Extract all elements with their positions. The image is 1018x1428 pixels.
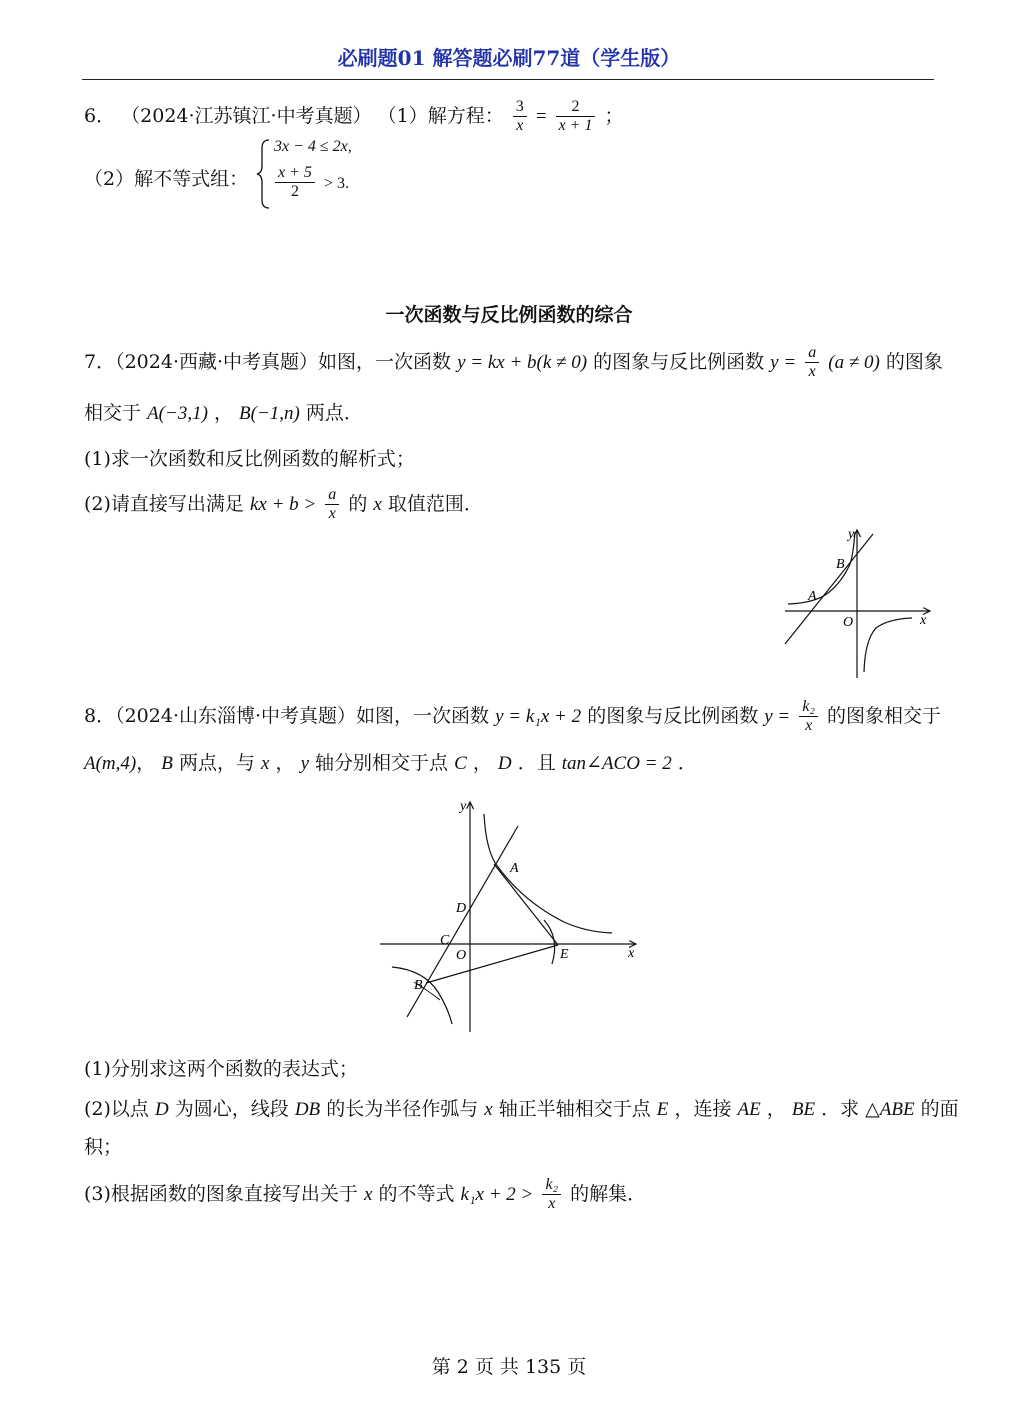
- q8-line2-e: ，: [472, 752, 492, 774]
- q8-part2-etext: ，连接: [674, 1098, 732, 1120]
- q6-eq-rhs-fraction: [556, 98, 596, 136]
- q8-fig-y: y: [460, 799, 467, 814]
- q8-part2-h: 的面: [920, 1098, 959, 1120]
- q8-part2-x: x: [484, 1099, 493, 1120]
- q8-point-a: A(m,4): [84, 753, 137, 774]
- q8-point-c: C: [454, 753, 467, 774]
- q8-part2-tri: △ABE: [865, 1099, 915, 1120]
- q8-fig-a: A: [510, 861, 519, 876]
- q8-part3-c: 的解集．: [570, 1182, 647, 1205]
- q8-part2-g: ．求: [821, 1098, 860, 1120]
- q6-ineq2-tail: > 3.: [323, 174, 349, 192]
- q8-linear-fn: y = k₁x + 2: [495, 705, 582, 727]
- q7-part2-b: 的: [348, 492, 368, 515]
- q8-part3-a: (3)根据函数的图象直接写出关于: [84, 1182, 358, 1205]
- q7-part2-x: x: [373, 493, 382, 515]
- q8-fig-e: E: [560, 947, 569, 962]
- q8-part2-e: E: [656, 1099, 669, 1120]
- q7-part2-num: a: [325, 486, 339, 505]
- q7-line1-b: 的图象与反比例函数: [593, 350, 765, 373]
- q8-line1-b: 的图象与反比例函数: [587, 704, 759, 727]
- q6-ineq2-fraction: [275, 164, 315, 202]
- q7-fig-y: y: [848, 527, 855, 542]
- q7-line1-c: 的图象: [885, 350, 943, 373]
- q8-part3-fraction: [542, 1176, 561, 1214]
- q7-line2-b: 两点．: [305, 402, 363, 424]
- q6-ineq2-den: 2: [290, 183, 299, 201]
- q8-part3-den: x: [548, 1195, 556, 1213]
- q6-part1-label: （1）解方程：: [377, 104, 504, 127]
- q8-y: y: [300, 753, 309, 774]
- q8-line1: [84, 698, 941, 736]
- q8-x: x: [261, 753, 270, 774]
- q8-inv-num: k₂: [799, 698, 818, 717]
- q6-equals: =: [535, 105, 547, 127]
- q8-part2-db: DB: [294, 1099, 321, 1120]
- q8-hyperbola-right: [484, 814, 612, 933]
- header-rule: [82, 79, 934, 80]
- q8-part2-c: 的长为半径作弧与: [326, 1098, 479, 1120]
- q8-figure: [374, 792, 644, 1038]
- q7-fig-o: O: [843, 615, 854, 630]
- q8-part2-f: ，: [766, 1098, 786, 1120]
- q8-part3-expr: k₁x + 2 >: [460, 1183, 534, 1205]
- q7-inv-den: x: [808, 363, 816, 381]
- q6-eq-lhs-fraction: [513, 98, 527, 136]
- q6-eq-lhs-num: 3: [513, 98, 527, 117]
- q6-part2-label: （2）解不等式组：: [84, 168, 249, 190]
- q7-line2-a: 相交于: [84, 402, 142, 424]
- q8-tan-expr: tan∠ACO = 2: [561, 753, 672, 774]
- q7-line1-a: 7．（2024·西藏·中考真题）如图，一次函数: [84, 350, 452, 373]
- q8-line2-b: 两点，与: [178, 752, 255, 774]
- q8-inv-den: x: [805, 717, 813, 735]
- q8-line2-g: ．: [677, 752, 697, 774]
- q6-ineq2: [272, 164, 349, 202]
- q6-eq-lhs-den: x: [516, 117, 524, 135]
- q8-hyperbola-left: [392, 967, 452, 1024]
- q7-part2-den: x: [328, 505, 336, 523]
- q8-part2-d: D: [154, 1099, 169, 1120]
- q7-line1: [84, 344, 943, 382]
- q6-eq-rhs-den: x + 1: [558, 117, 593, 135]
- q6-source: （2024·江苏镇江·中考真题）: [121, 104, 372, 127]
- q8-arc-e: [544, 920, 555, 964]
- q8-line2-f: ．且: [517, 752, 556, 774]
- q8-part3-num: k₂: [542, 1176, 561, 1195]
- q7-figure: [780, 520, 940, 682]
- q7-inv-num: a: [805, 344, 819, 363]
- q7-fig-a: A: [808, 589, 817, 604]
- q7-comma: ，: [213, 402, 233, 424]
- q6-ineq2-num: x + 5: [275, 164, 315, 183]
- q8-segment-ae: [494, 864, 558, 945]
- q7-point-b: B(−1,n): [239, 403, 300, 424]
- q7-part2: [84, 486, 483, 524]
- q7-part2-expr: kx + b >: [249, 493, 317, 515]
- q8-part2-line2: 积；: [84, 1136, 123, 1158]
- q8-part2-b: 为圆心，线段: [174, 1098, 289, 1120]
- q8-part2-a: (2)以点: [84, 1098, 149, 1120]
- q6-eq-rhs-num: 2: [556, 98, 596, 117]
- q6-line1: [84, 98, 624, 136]
- q7-fig-x: x: [920, 613, 927, 628]
- section-title: 一次函数与反比例函数的综合: [385, 304, 633, 326]
- q7-part2-c: 取值范围．: [387, 492, 483, 515]
- q8-line2-c: ，: [275, 752, 295, 774]
- q7-linear-line: [785, 534, 873, 644]
- q7-part1: (1)求一次函数和反比例函数的解析式；: [84, 448, 415, 470]
- q7-linear-fn: y = kx + b(k ≠ 0): [457, 351, 588, 373]
- q8-part2-ae: AE: [737, 1099, 761, 1120]
- q6-number: 6．: [84, 104, 116, 127]
- q8-part3-x: x: [363, 1183, 373, 1205]
- q8-part2: [84, 1094, 959, 1121]
- q8-line2-d: 轴分别相交于点: [315, 752, 449, 774]
- q8-part1: (1)分别求这两个函数的表达式；: [84, 1058, 358, 1080]
- q7-line2: [84, 398, 363, 425]
- q8-part3: [84, 1176, 646, 1214]
- q6-ineq1: 3x − 4 ≤ 2x,: [274, 138, 352, 155]
- q8-part2-be: BE: [791, 1099, 816, 1120]
- q8-inv-fraction: [799, 698, 818, 736]
- q8-fig-d: D: [456, 901, 467, 916]
- q7-hyperbola-right: [864, 618, 912, 672]
- q7-part2-fraction: [325, 486, 339, 524]
- q6-eq-end: ；: [604, 104, 624, 127]
- q8-part3-b: 的不等式: [378, 1182, 455, 1205]
- q6-brace: [256, 138, 272, 210]
- q7-part2-a: (2)请直接写出满足: [84, 492, 244, 515]
- q8-line1-c: 的图象相交于: [827, 704, 942, 727]
- q7-inv-cond: (a ≠ 0): [828, 351, 880, 373]
- q8-point-b: B: [161, 753, 173, 774]
- q8-part2-dtext: 轴正半轴相交于点: [498, 1098, 651, 1120]
- q8-fig-o: O: [456, 948, 467, 963]
- q8-line2-a: ，: [136, 752, 156, 774]
- q8-line1-a: 8．（2024·山东淄博·中考真题）如图，一次函数: [84, 704, 490, 727]
- q8-inv-lhs: y =: [764, 705, 791, 727]
- q7-inv-lhs: y =: [770, 351, 797, 373]
- q8-line2: [84, 748, 697, 775]
- q8-point-d: D: [497, 753, 512, 774]
- q7-inv-fraction: [805, 344, 819, 382]
- q7-point-a: A(−3,1): [147, 403, 208, 424]
- q8-fig-c: C: [440, 933, 450, 948]
- q7-fig-b: B: [836, 557, 845, 572]
- q8-fig-x: x: [628, 946, 635, 961]
- q8-fig-b: B: [414, 978, 423, 993]
- page-header-title: 必刷题01 解答题必刷77道（学生版）: [337, 46, 681, 70]
- page-footer: 第 2 页 共 135 页: [431, 1356, 587, 1378]
- q7-hyperbola-left: [788, 532, 855, 604]
